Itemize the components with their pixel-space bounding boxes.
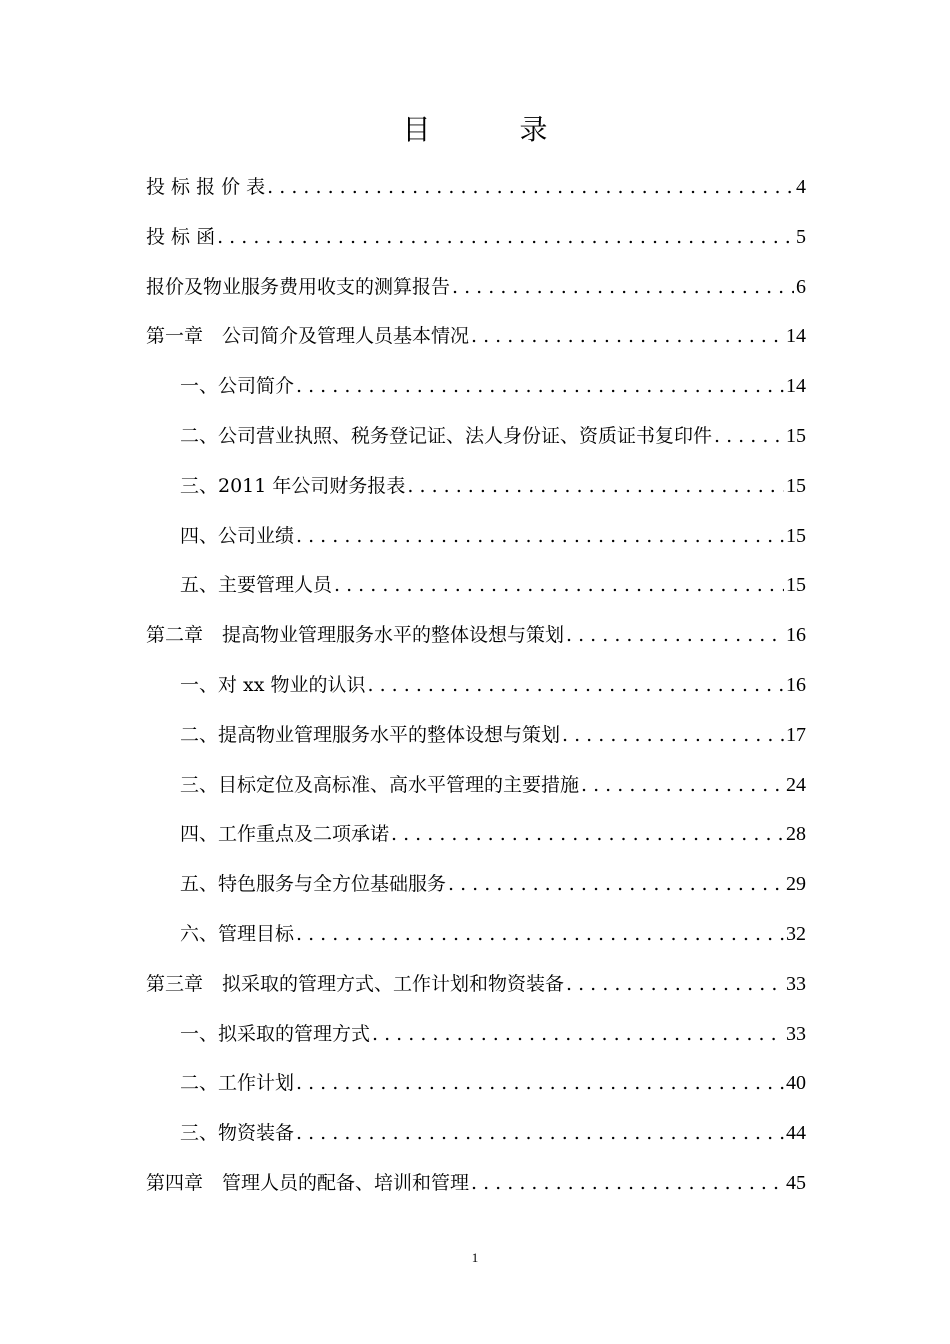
toc-entry[interactable]: [146, 1114, 806, 1164]
toc-dot-leader: [368, 666, 784, 704]
toc-entry-page: 33: [786, 1022, 806, 1045]
toc-entry-page: 6: [796, 275, 806, 298]
toc-entry[interactable]: [146, 168, 806, 218]
toc-dot-leader: [296, 1064, 784, 1102]
toc-entry-page: 28: [786, 823, 806, 846]
toc-entry[interactable]: [146, 1015, 806, 1065]
toc-entry-label: 一、对 xx 物业的认识: [180, 673, 366, 696]
toc-entry-label: 投 标 报 价 表: [146, 176, 266, 198]
toc-entry[interactable]: [146, 965, 806, 1015]
toc-entry-label: 第二章 提高物业管理服务水平的整体设想与策划: [146, 624, 565, 647]
toc-entry[interactable]: [146, 716, 806, 766]
toc-dot-leader: [391, 815, 784, 853]
toc-dot-leader: [448, 865, 784, 903]
toc-entry-label: 第一章 公司简介及管理人员基本情况: [146, 325, 470, 348]
toc-entry-label: 二、工作计划: [180, 1072, 295, 1095]
toc-entry-page: 15: [786, 524, 806, 547]
toc-dot-leader: [296, 517, 784, 555]
toc-entry[interactable]: [146, 218, 806, 268]
table-of-contents: [146, 168, 806, 1214]
toc-dot-leader: [581, 766, 784, 804]
toc-entry-page: 17: [786, 723, 806, 746]
toc-entry-page: 16: [786, 673, 806, 696]
toc-dot-leader: [562, 716, 784, 754]
toc-entry[interactable]: [146, 915, 806, 965]
toc-entry-label: 五、主要管理人员: [180, 574, 333, 597]
toc-dot-leader: [714, 417, 784, 455]
toc-entry-label: 六、管理目标: [180, 922, 295, 945]
toc-dot-leader: [296, 1114, 784, 1152]
toc-entry[interactable]: [146, 417, 806, 467]
page-title: 目 录: [402, 113, 588, 146]
toc-entry[interactable]: [146, 268, 806, 318]
toc-entry-label: 第三章 拟采取的管理方式、工作计划和物资装备: [146, 972, 565, 995]
toc-entry-label: 三、物资装备: [180, 1122, 295, 1145]
toc-entry-page: 5: [796, 225, 806, 248]
toc-entry-page: 14: [786, 375, 806, 398]
toc-entry[interactable]: [146, 865, 806, 915]
toc-dot-leader: [471, 317, 784, 355]
toc-entry-page: 14: [786, 325, 806, 348]
page-number: 1: [471, 1250, 479, 1265]
toc-dot-leader: [372, 1015, 784, 1053]
toc-entry[interactable]: [146, 1064, 806, 1114]
toc-entry-page: 15: [786, 424, 806, 447]
toc-entry-label: 四、公司业绩: [180, 524, 295, 547]
toc-entry[interactable]: [146, 317, 806, 367]
toc-entry-label: 第四章 管理人员的配备、培训和管理: [146, 1171, 470, 1194]
toc-entry-page: 44: [786, 1122, 806, 1145]
toc-dot-leader: [566, 965, 784, 1003]
toc-dot-leader: [407, 467, 784, 505]
toc-entry[interactable]: [146, 367, 806, 417]
toc-dot-leader: [217, 218, 794, 256]
toc-entry-page: 45: [786, 1171, 806, 1194]
toc-entry-page: 24: [786, 773, 806, 796]
toc-dot-leader: [296, 915, 784, 953]
toc-dot-leader: [566, 616, 784, 654]
toc-dot-leader: [471, 1164, 784, 1202]
toc-entry-label: 五、特色服务与全方位基础服务: [180, 873, 447, 896]
toc-entry-label: 一、拟采取的管理方式: [180, 1022, 371, 1045]
toc-entry-label: 四、工作重点及二项承诺: [180, 823, 390, 846]
toc-entry-page: 32: [786, 922, 806, 945]
toc-entry-label: 投 标 函: [146, 225, 216, 248]
toc-entry-page: 33: [786, 972, 806, 995]
toc-entry[interactable]: [146, 666, 806, 716]
toc-entry-label: 报价及物业服务费用收支的测算报告: [146, 275, 451, 298]
toc-entry-page: 15: [786, 474, 806, 497]
toc-entry[interactable]: [146, 467, 806, 517]
toc-dot-leader: [296, 367, 784, 405]
toc-dot-leader: [452, 268, 794, 306]
toc-dot-leader: [334, 566, 784, 604]
toc-entry-page: 16: [786, 624, 806, 647]
toc-entry-label: 二、提高物业管理服务水平的整体设想与策划: [180, 723, 561, 746]
toc-entry[interactable]: [146, 766, 806, 816]
toc-entry-label: 一、公司简介: [180, 375, 295, 398]
toc-entry[interactable]: [146, 1164, 806, 1214]
toc-entry-label: 二、公司营业执照、税务登记证、法人身份证、资质证书复印件: [180, 424, 713, 447]
toc-dot-leader: [267, 168, 794, 206]
toc-entry-label: 三、2011 年公司财务报表: [180, 474, 406, 497]
toc-entry[interactable]: [146, 517, 806, 567]
toc-entry[interactable]: [146, 815, 806, 865]
toc-entry[interactable]: [146, 616, 806, 666]
toc-entry-page: 15: [786, 574, 806, 597]
toc-entry-label: 三、目标定位及高标准、高水平管理的主要措施: [180, 773, 580, 796]
toc-entry-page: 40: [786, 1072, 806, 1095]
toc-entry-page: 4: [796, 176, 806, 198]
toc-entry-page: 29: [786, 873, 806, 896]
toc-entry[interactable]: [146, 566, 806, 616]
